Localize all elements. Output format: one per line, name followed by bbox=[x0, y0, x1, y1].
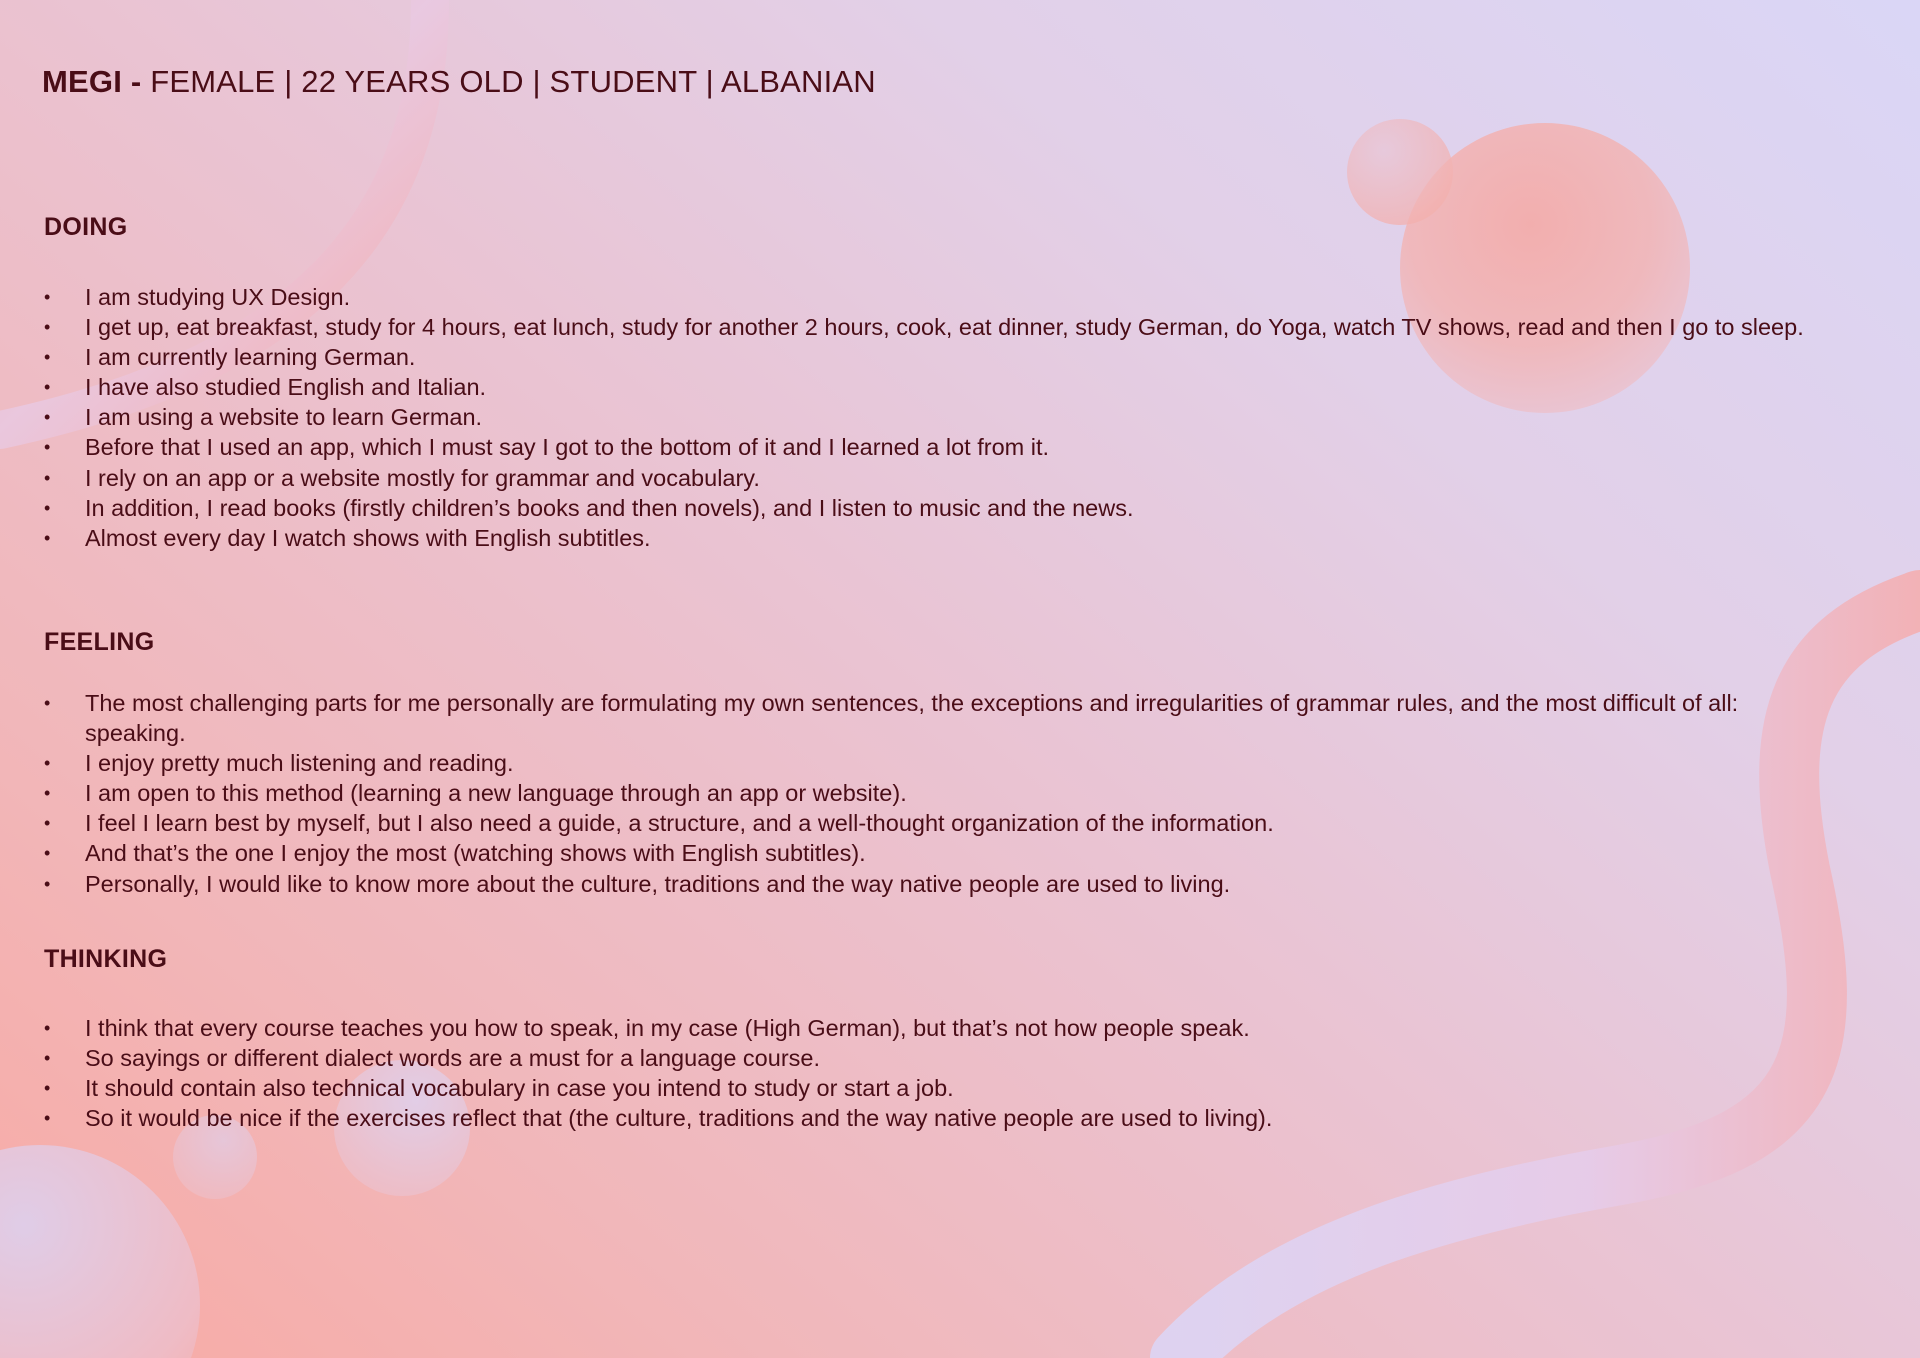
list-item bbox=[44, 523, 1844, 553]
list-item bbox=[44, 1103, 1844, 1133]
list-item-text: And that’s the one I enjoy the most (watching shows with English subtitles). bbox=[85, 840, 866, 867]
list-item-text: I am currently learning German. bbox=[85, 344, 416, 371]
list-item-text: The most challenging parts for me personally are formulating my own sentences, the exceptions and irregularities of grammar rules, and the most difficult of all: speaking. bbox=[85, 690, 1739, 747]
persona-details: FEMALE | 22 YEARS OLD | STUDENT | ALBANIAN bbox=[150, 64, 876, 99]
list-item-text: Almost every day I watch shows with English subtitles. bbox=[85, 524, 651, 551]
bullet-icon: • bbox=[44, 377, 51, 398]
list-item-text: I am using a website to learn German. bbox=[85, 404, 483, 431]
bullet-icon: • bbox=[44, 813, 51, 834]
list-item bbox=[44, 463, 1844, 493]
list-item-text: Before that I used an app, which I must say I got to the bottom of it and I learned a lot from it. bbox=[85, 434, 1050, 461]
bullet-icon: • bbox=[44, 317, 51, 338]
list-item-text: I rely on an app or a website mostly for grammar and vocabulary. bbox=[85, 464, 760, 491]
list-item-text: Personally, I would like to know more about the culture, traditions and the way native people are used to living. bbox=[85, 870, 1231, 897]
header-separator: - bbox=[122, 64, 151, 99]
list-item-text: I am studying UX Design. bbox=[85, 284, 351, 310]
list-item bbox=[44, 493, 1844, 523]
bullet-icon: • bbox=[44, 1048, 51, 1069]
section-title-feeling: FEELING bbox=[44, 628, 155, 656]
bullet-icon: • bbox=[44, 843, 51, 864]
bullet-icon: • bbox=[44, 437, 51, 458]
list-item bbox=[44, 838, 1844, 868]
list-item bbox=[44, 372, 1844, 402]
section-title-thinking: THINKING bbox=[44, 945, 168, 973]
list-item-text: So it would be nice if the exercises reflect that (the culture, traditions and the way native people are used to living). bbox=[85, 1105, 1273, 1132]
list-item bbox=[44, 342, 1844, 372]
list-item-text: So sayings or different dialect words are a must for a language course. bbox=[85, 1045, 820, 1072]
feeling-list bbox=[44, 688, 1844, 899]
list-item bbox=[44, 282, 1844, 312]
doing-list bbox=[44, 282, 1844, 553]
bullet-icon: • bbox=[44, 873, 51, 894]
bullet-icon: • bbox=[44, 693, 51, 713]
bullet-icon: • bbox=[44, 497, 51, 518]
list-item bbox=[44, 312, 1844, 342]
list-item bbox=[44, 748, 1844, 778]
list-item bbox=[44, 402, 1844, 432]
bullet-icon: • bbox=[44, 347, 51, 368]
bullet-icon: • bbox=[44, 1078, 51, 1099]
list-item bbox=[44, 688, 1844, 748]
bullet-icon: • bbox=[44, 1108, 51, 1129]
list-item-text: I enjoy pretty much listening and reading. bbox=[85, 750, 514, 777]
bullet-icon: • bbox=[44, 753, 51, 774]
bullet-icon: • bbox=[44, 467, 51, 488]
list-item bbox=[44, 778, 1844, 808]
list-item bbox=[44, 432, 1844, 462]
bullet-icon: • bbox=[44, 1018, 51, 1038]
list-item-text: It should contain also technical vocabulary in case you intend to study or start a job. bbox=[85, 1075, 954, 1102]
bullet-icon: • bbox=[44, 287, 51, 307]
persona-header bbox=[42, 64, 876, 100]
list-item bbox=[44, 1073, 1844, 1103]
list-item-text: I have also studied English and Italian. bbox=[85, 374, 487, 401]
list-item-text: In addition, I read books (firstly children’s books and then novels), and I listen to music and the news. bbox=[85, 494, 1134, 521]
thinking-list bbox=[44, 1013, 1844, 1133]
list-item bbox=[44, 869, 1844, 899]
bullet-icon: • bbox=[44, 783, 51, 804]
list-item-text: I am open to this method (learning a new language through an app or website). bbox=[85, 780, 907, 807]
bullet-icon: • bbox=[44, 527, 51, 548]
list-item bbox=[44, 1013, 1844, 1043]
list-item-text: I think that every course teaches you how to speak, in my case (High German), but that’s not how people speak. bbox=[85, 1015, 1250, 1041]
section-title-doing: DOING bbox=[44, 213, 128, 241]
bullet-icon: • bbox=[44, 407, 51, 428]
list-item-text: I get up, eat breakfast, study for 4 hours, eat lunch, study for another 2 hours, cook, eat dinner, study German, do Yoga, watch TV shows, read and then I go to sleep. bbox=[85, 314, 1804, 341]
list-item bbox=[44, 808, 1844, 838]
list-item bbox=[44, 1043, 1844, 1073]
persona-name: MEGI bbox=[42, 64, 123, 99]
list-item-text: I feel I learn best by myself, but I also need a guide, a structure, and a well-thought organization of the information. bbox=[85, 810, 1274, 837]
